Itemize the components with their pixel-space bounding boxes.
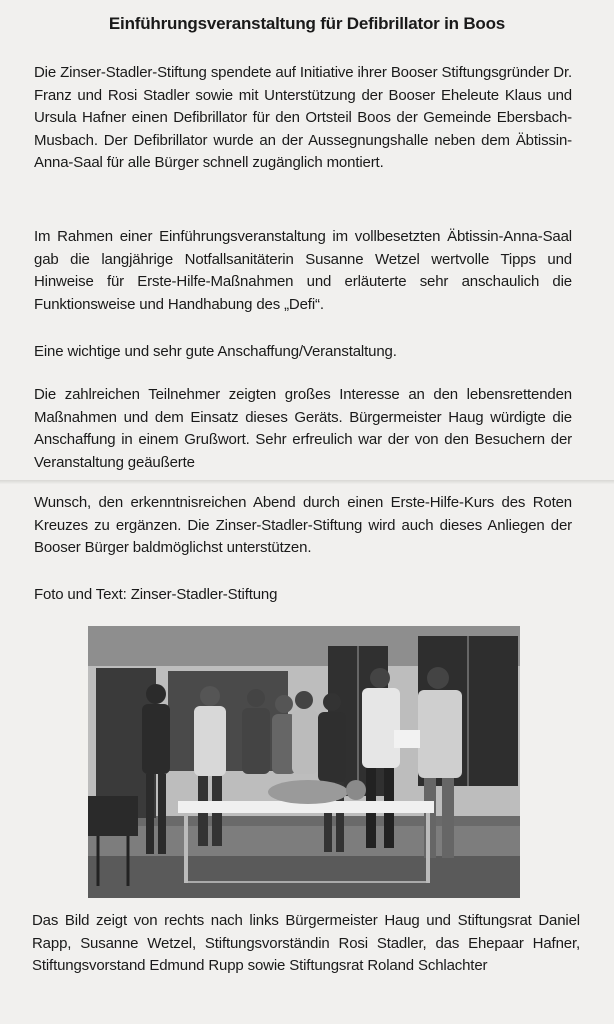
article-paragraph-5: Wunsch, den erkenntnisreichen Abend durch einen Erste-Hilfe-Kurs des Roten Kreuzes zu ergänzen. Die Zinser-Stadler-Stiftung wird auch dieses Anliegen der Booser Bürger baldmöglichst unterstützen.: [34, 494, 572, 556]
article-title: Einführungsveranstaltung für Defibrillator in Boos: [108, 14, 506, 33]
article-paragraph-4: Die zahlreichen Teilnehmer zeigten großes Interesse an den lebensrettenden Maßnahmen und dem Einsatz dieses Geräts. Bürgermeister Haug würdigte die Anschaffung in einem Grußwort. Sehr erfreulich war der von den Besuchern der Veranstaltung geäußerte: [34, 386, 572, 471]
page-fold-divider: [0, 480, 614, 484]
photo-credit: Foto und Text: Zinser-Stadler-Stiftung: [34, 586, 278, 603]
group-photo: [88, 626, 520, 898]
article-paragraph-3: Eine wichtige und sehr gute Anschaffung/Veranstaltung.: [34, 343, 397, 360]
article-paragraph-1: Die Zinser-Stadler-Stiftung spendete auf Initiative ihrer Booser Stiftungsgründer Dr. Franz und Rosi Stadler sowie mit Unterstützung der Booser Eheleute Klaus und Ursula Hafner einen Defibrillator für den Ortsteil Boos der Gemeinde Ebersbach-Musbach. Der Defibrillator wurde an der Aussegnungshalle neben dem Äbtissin-Anna-Saal für alle Bürger schnell zugänglich montiert.: [34, 64, 572, 171]
article-paragraph-2: Im Rahmen einer Einführungsveranstaltung im vollbesetzten Äbtissin-Anna-Saal gab die langjährige Notfallsanitäterin Susanne Wetzel wertvolle Tipps und Hinweise für Erste-Hilfe-Maßnahmen und erläuterte sehr anschaulich die Funktionsweise und Handhabung des „Defi“.: [34, 228, 572, 313]
photo-caption: Das Bild zeigt von rechts nach links Bürgermeister Haug und Stiftungsrat Daniel Rapp, Susanne Wetzel, Stiftungsvorständin Rosi Stadler, das Ehepaar Hafner, Stiftungsvorstand Edmund Rupp sowie Stiftungsrat Roland Schlachter: [32, 912, 580, 974]
group-photo-illustration: [88, 626, 520, 898]
